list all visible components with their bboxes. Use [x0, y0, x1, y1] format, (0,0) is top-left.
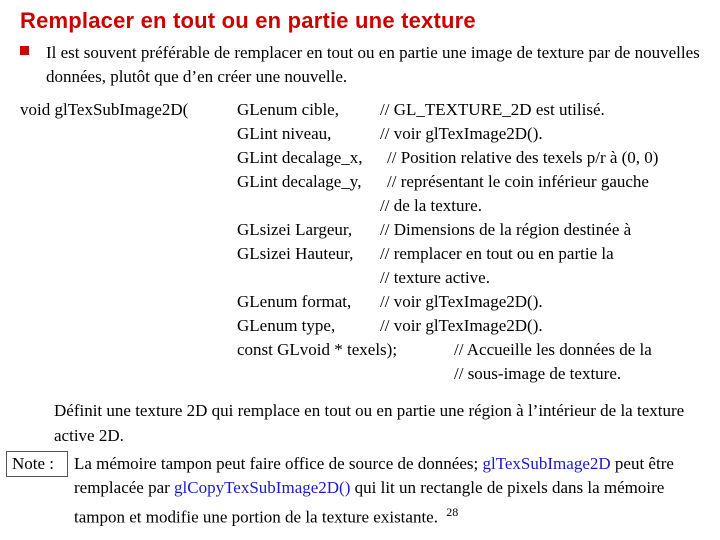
note-text: qui lit un rectangle de pixels — [354, 478, 548, 497]
note-text: dans la mémoire tampon et modifie une portion de la texture existante. — [74, 478, 665, 527]
param-comment: // Accueille les données de la — [454, 340, 652, 359]
param-line: GLsizei Largeur, — [237, 220, 353, 239]
param-comment: // voir glTexImage2D(). — [380, 292, 543, 311]
description-paragraph: Définit une texture 2D qui remplace en tout ou en partie une région à l’intérieur de la texture active 2D. — [54, 401, 685, 445]
param-line: GLenum cible, — [237, 100, 339, 119]
param-line: GLenum type, — [237, 316, 336, 335]
param-line: GLint decalage_y, — [237, 172, 362, 191]
bullet-square-icon — [20, 46, 29, 55]
param-line: GLsizei Hauteur, — [237, 244, 354, 263]
param-comment: // représentant le coin inférieur gauche — [387, 172, 649, 191]
note-keyword: glCopyTexSubImage2D() — [174, 478, 351, 497]
note-text: La mémoire tampon peut faire office de source de données; — [74, 454, 479, 473]
param-comment: // texture active. — [380, 268, 490, 287]
param-comment: // voir glTexImage2D(). — [380, 124, 543, 143]
param-comment: // GL_TEXTURE_2D est utilisé. — [380, 100, 605, 119]
page-number: 28 — [446, 505, 459, 519]
param-comment: // remplacer en tout ou en partie la — [380, 244, 614, 263]
param-comment: // Dimensions de la région destinée à — [380, 220, 632, 239]
param-line: const GLvoid * texels); — [237, 340, 398, 359]
note-paragraph — [74, 452, 710, 530]
note-label: Note : — [12, 454, 55, 473]
param-line: GLint decalage_x, — [237, 148, 363, 167]
param-line: GLenum format, — [237, 292, 352, 311]
intro-paragraph: Il est souvent préférable de remplacer en tout ou en partie une image de texture par de nouvelles données, plutôt que d’en créer une nouvelle. — [46, 43, 700, 86]
note-text: peut être remplacée par — [74, 454, 674, 497]
param-comment: // voir glTexImage2D(). — [380, 316, 543, 335]
param-line: GLint niveau, — [237, 124, 332, 143]
param-comment: // Position relative des texels p/r à (0, 0) — [387, 148, 659, 167]
function-signature: void glTexSubImage2D( — [20, 100, 189, 119]
param-comment: // sous-image de texture. — [454, 364, 622, 383]
page-title: Remplacer en tout ou en partie une texture — [20, 8, 476, 33]
note-keyword: glTexSubImage2D — [482, 454, 611, 473]
param-comment: // de la texture. — [380, 196, 482, 215]
